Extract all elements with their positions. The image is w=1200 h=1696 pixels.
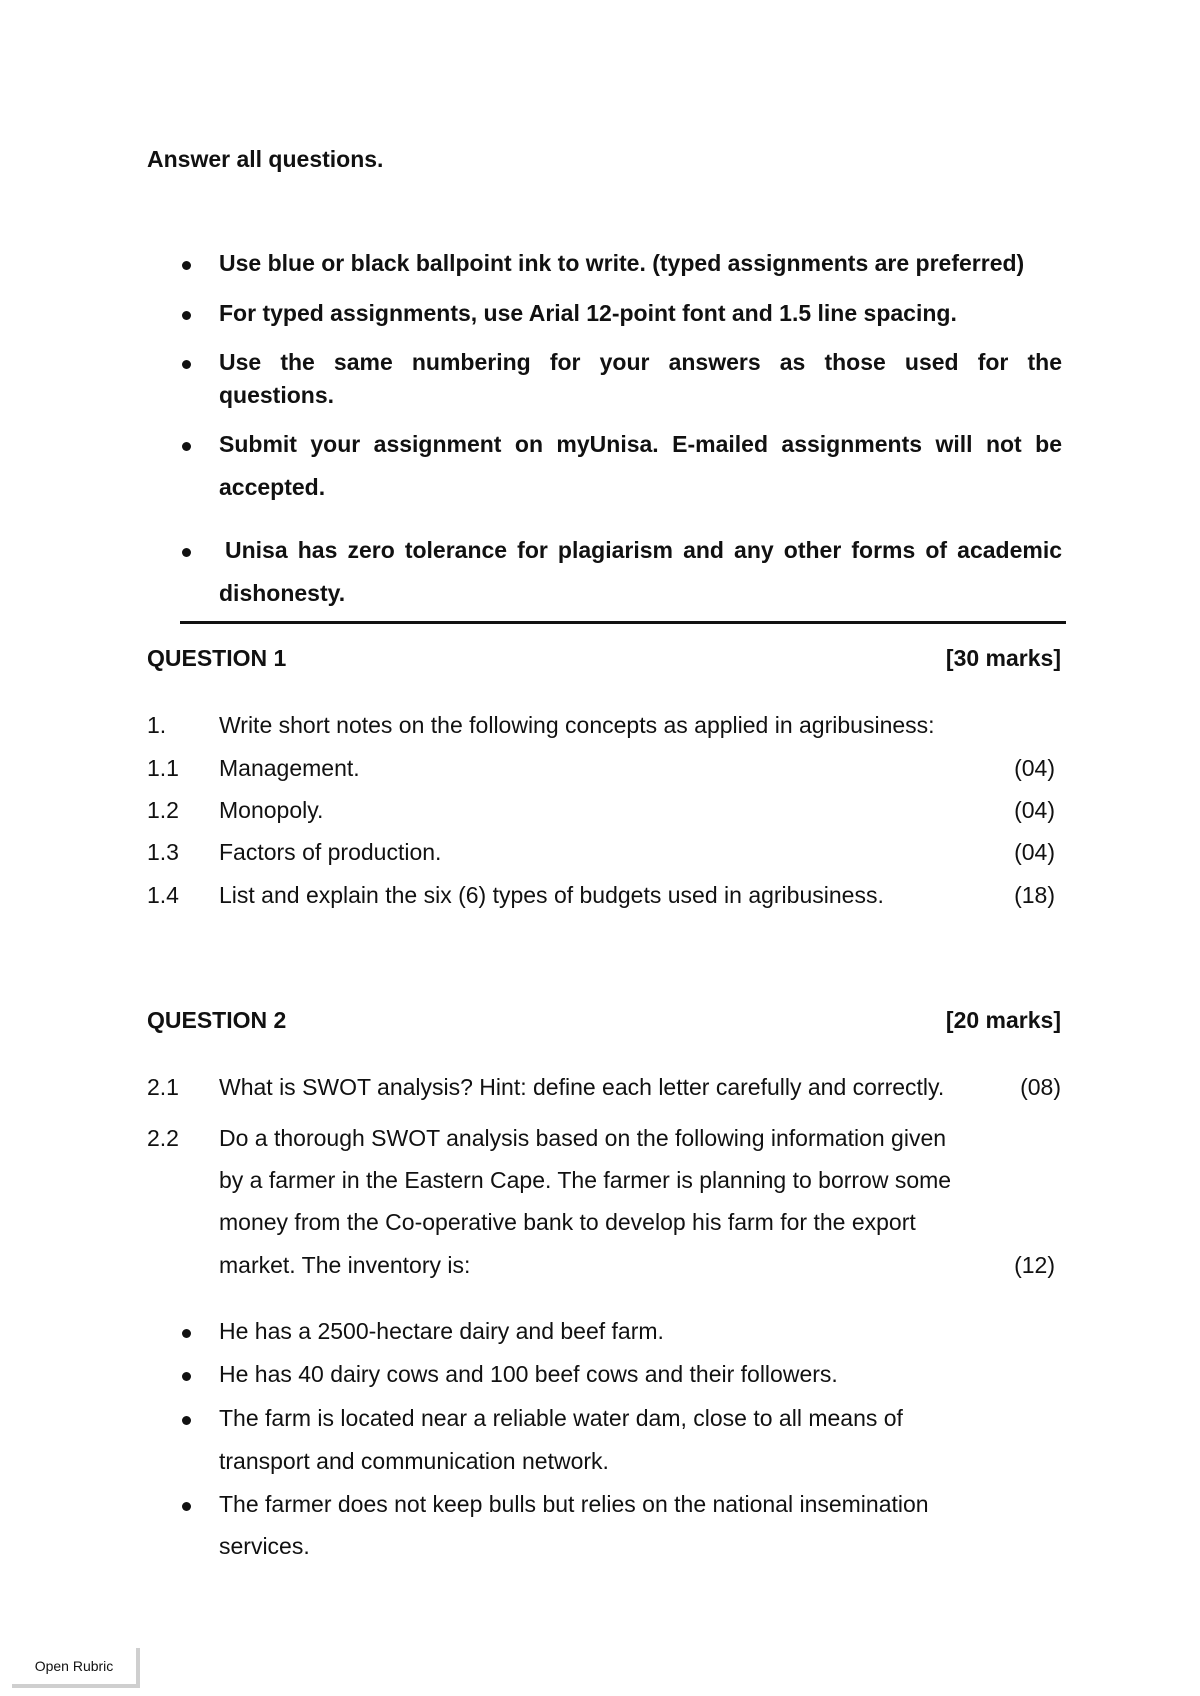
item-marks: (08) <box>1020 1074 1061 1100</box>
bullet-icon <box>182 1372 191 1381</box>
item-marks: (04) <box>1014 839 1055 865</box>
item-text-cont: market. The inventory is: <box>219 1252 471 1278</box>
instruction-item: Unisa has zero tolerance for plagiarism and any other forms of academic <box>225 537 1062 563</box>
section-divider <box>180 621 1066 624</box>
item-text: Management. <box>219 755 360 781</box>
inventory-item-cont: transport and communication network. <box>219 1448 609 1474</box>
question-2-title: QUESTION 2 <box>147 1007 287 1033</box>
item-text: Factors of production. <box>219 839 442 865</box>
item-text-cont: by a farmer in the Eastern Cape. The farmer is planning to borrow some <box>219 1167 952 1193</box>
instruction-item: Submit your assignment on myUnisa. E-mailed assignments will not be <box>219 431 1062 457</box>
item-text: Monopoly. <box>219 797 324 823</box>
intro-heading: Answer all questions. <box>147 146 384 172</box>
item-number: 1.4 <box>147 882 179 908</box>
item-number: 2.2 <box>147 1125 179 1151</box>
inventory-item-cont: services. <box>219 1533 310 1559</box>
item-marks: (12) <box>1014 1252 1055 1278</box>
item-text: What is SWOT analysis? Hint: define each letter carefully and correctly. <box>219 1074 945 1100</box>
item-number: 2.1 <box>147 1074 179 1100</box>
bullet-icon <box>182 311 191 320</box>
bullet-icon <box>182 1416 191 1425</box>
item-marks: (18) <box>1014 882 1055 908</box>
inventory-item: The farmer does not keep bulls but relies on the national insemination <box>219 1491 929 1517</box>
bullet-icon <box>182 442 191 451</box>
instruction-item-cont: questions. <box>219 382 335 408</box>
bullet-icon <box>182 261 191 270</box>
question-1-title: QUESTION 1 <box>147 645 287 671</box>
item-number: 1.1 <box>147 755 179 781</box>
item-text: List and explain the six (6) types of budgets used in agribusiness. <box>219 882 884 908</box>
item-number: 1.2 <box>147 797 179 823</box>
question-2-marks: [20 marks] <box>945 1007 1061 1033</box>
bullet-icon <box>182 1329 191 1338</box>
inventory-item: He has 40 dairy cows and 100 beef cows and their followers. <box>219 1361 838 1387</box>
inventory-item: He has a 2500-hectare dairy and beef farm. <box>219 1318 664 1344</box>
open-rubric-button[interactable] <box>12 1648 140 1688</box>
question-1-marks: [30 marks] <box>945 645 1061 671</box>
inventory-item: The farm is located near a reliable water dam, close to all means of <box>219 1405 903 1431</box>
open-rubric-label: Open Rubric <box>34 1658 114 1674</box>
item-text-cont: money from the Co-operative bank to develop his farm for the export <box>219 1209 916 1235</box>
instruction-item-cont: accepted. <box>219 474 326 500</box>
instruction-item: Use the same numbering for your answers as those used for the <box>219 349 1062 375</box>
item-number: 1. <box>147 712 167 738</box>
item-text: Write short notes on the following concepts as applied in agribusiness: <box>219 712 935 738</box>
item-text: Do a thorough SWOT analysis based on the following information given <box>219 1125 947 1151</box>
instruction-item-cont: dishonesty. <box>219 580 346 606</box>
item-marks: (04) <box>1014 755 1055 781</box>
item-number: 1.3 <box>147 839 179 865</box>
bullet-icon <box>182 548 191 557</box>
instruction-item: For typed assignments, use Arial 12-point font and 1.5 line spacing. <box>219 300 957 326</box>
bullet-icon <box>182 360 191 369</box>
instruction-item: Use blue or black ballpoint ink to write. (typed assignments are preferred) <box>219 250 1025 276</box>
bullet-icon <box>182 1502 191 1511</box>
item-marks: (04) <box>1014 797 1055 823</box>
